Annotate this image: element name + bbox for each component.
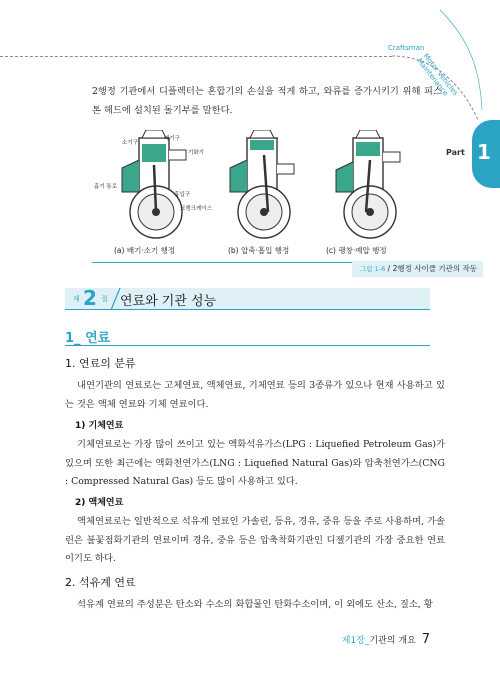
part-number: 1 bbox=[477, 140, 491, 164]
subcaption-c: (c) 팽창·예압 행정 bbox=[326, 246, 387, 255]
label-intake-port: 흡입구 bbox=[174, 192, 190, 198]
header-craftsman: Craftsman bbox=[388, 44, 425, 52]
figure-caption-slash: / bbox=[387, 264, 393, 273]
label-scavenge-port: 소기구 bbox=[122, 140, 138, 146]
page-number: 7 bbox=[421, 632, 430, 647]
engine-c bbox=[336, 130, 400, 238]
paragraph-gas-fuel: 기체연료로는 가장 많이 쓰이고 있는 액화석유가스(LPG : Liquefied Petroleum Gas)가 있으며 또한 최근에는 액화천연가스(LNG : Liquefied Natural Gas)와 압축천연가스(CNG : Compressed Natural Gas) 등도 많이 사용하고 있다. bbox=[65, 439, 445, 487]
heading-gas-fuel: 1) 기체연료 bbox=[75, 421, 124, 431]
paragraph-petroleum-fuel: 석유계 연료의 주성분은 탄소와 수소의 화합물인 탄화수소이며, 이 외에도 산소, 질소, 황 bbox=[77, 599, 433, 610]
section-prefix: 제 bbox=[73, 295, 80, 303]
page-footer bbox=[342, 632, 430, 647]
engine-a bbox=[122, 130, 186, 238]
figure-caption-number: 그림 1-6 bbox=[360, 265, 386, 273]
paragraph-liquid-fuel: 액체연료로는 일반적으로 석유계 연료인 가솔린, 등유, 경유, 중유 등을 주로 사용하며, 가솔린은 불꽃점화기관의 연료이며 경유, 중유 등은 압축착화기관인 디젤기관의 가장 중요한 연료이기도 하다. bbox=[65, 516, 445, 564]
label-crankcase: 크랭크케이스 bbox=[180, 206, 212, 212]
section-suffix: 절 bbox=[101, 295, 108, 303]
heading-petroleum-fuel: 2. 석유계 연료 bbox=[65, 576, 136, 589]
heading-fuel-rule bbox=[65, 345, 430, 346]
heading-liquid-fuel: 2) 액체연료 bbox=[75, 498, 124, 508]
label-exhaust-port: 배기구 bbox=[164, 136, 180, 142]
section-number: 2 bbox=[83, 286, 97, 310]
section-heading bbox=[65, 288, 430, 310]
engine-b bbox=[230, 130, 294, 238]
heading-fuel: 1_ 연료 bbox=[65, 331, 111, 346]
subcaption-b: (b) 압축·흡입 행정 bbox=[228, 246, 290, 255]
section-title: 연료와 기관 성능 bbox=[120, 294, 217, 309]
intro-paragraph: 2행정 기관에서 디플렉터는 혼합기의 손실을 적게 하고, 와류를 증가시키기 위해 피스톤 헤드에 설치된 돌기부를 말한다. bbox=[92, 86, 442, 116]
subcaption-a: (a) 배기·소기 행정 bbox=[114, 246, 176, 255]
header-dashed-line bbox=[0, 56, 392, 57]
part-label: Part bbox=[446, 148, 465, 157]
header-subject: Motor Vehicles Maintenance bbox=[415, 52, 460, 98]
figure-caption bbox=[352, 261, 483, 277]
paragraph-fuel-classification: 내연기관의 연료로는 고체연료, 액체연료, 기체연료 등의 3종류가 있으나 현재 사용하고 있는 것은 액체 연료와 기체 연료이다. bbox=[65, 380, 445, 410]
footer-chapter: 제1장_ bbox=[341, 636, 370, 646]
figure-caption-text: 2행정 사이클 기관의 작동 bbox=[392, 264, 477, 273]
engine-illustration bbox=[92, 130, 432, 245]
label-carburetor: 기화기 bbox=[188, 150, 204, 156]
label-intake-passage: 흡기 통로 bbox=[94, 184, 118, 190]
heading-fuel-classification: 1. 연료의 분류 bbox=[65, 357, 136, 370]
footer-title: 기관의 개요 bbox=[369, 636, 416, 646]
